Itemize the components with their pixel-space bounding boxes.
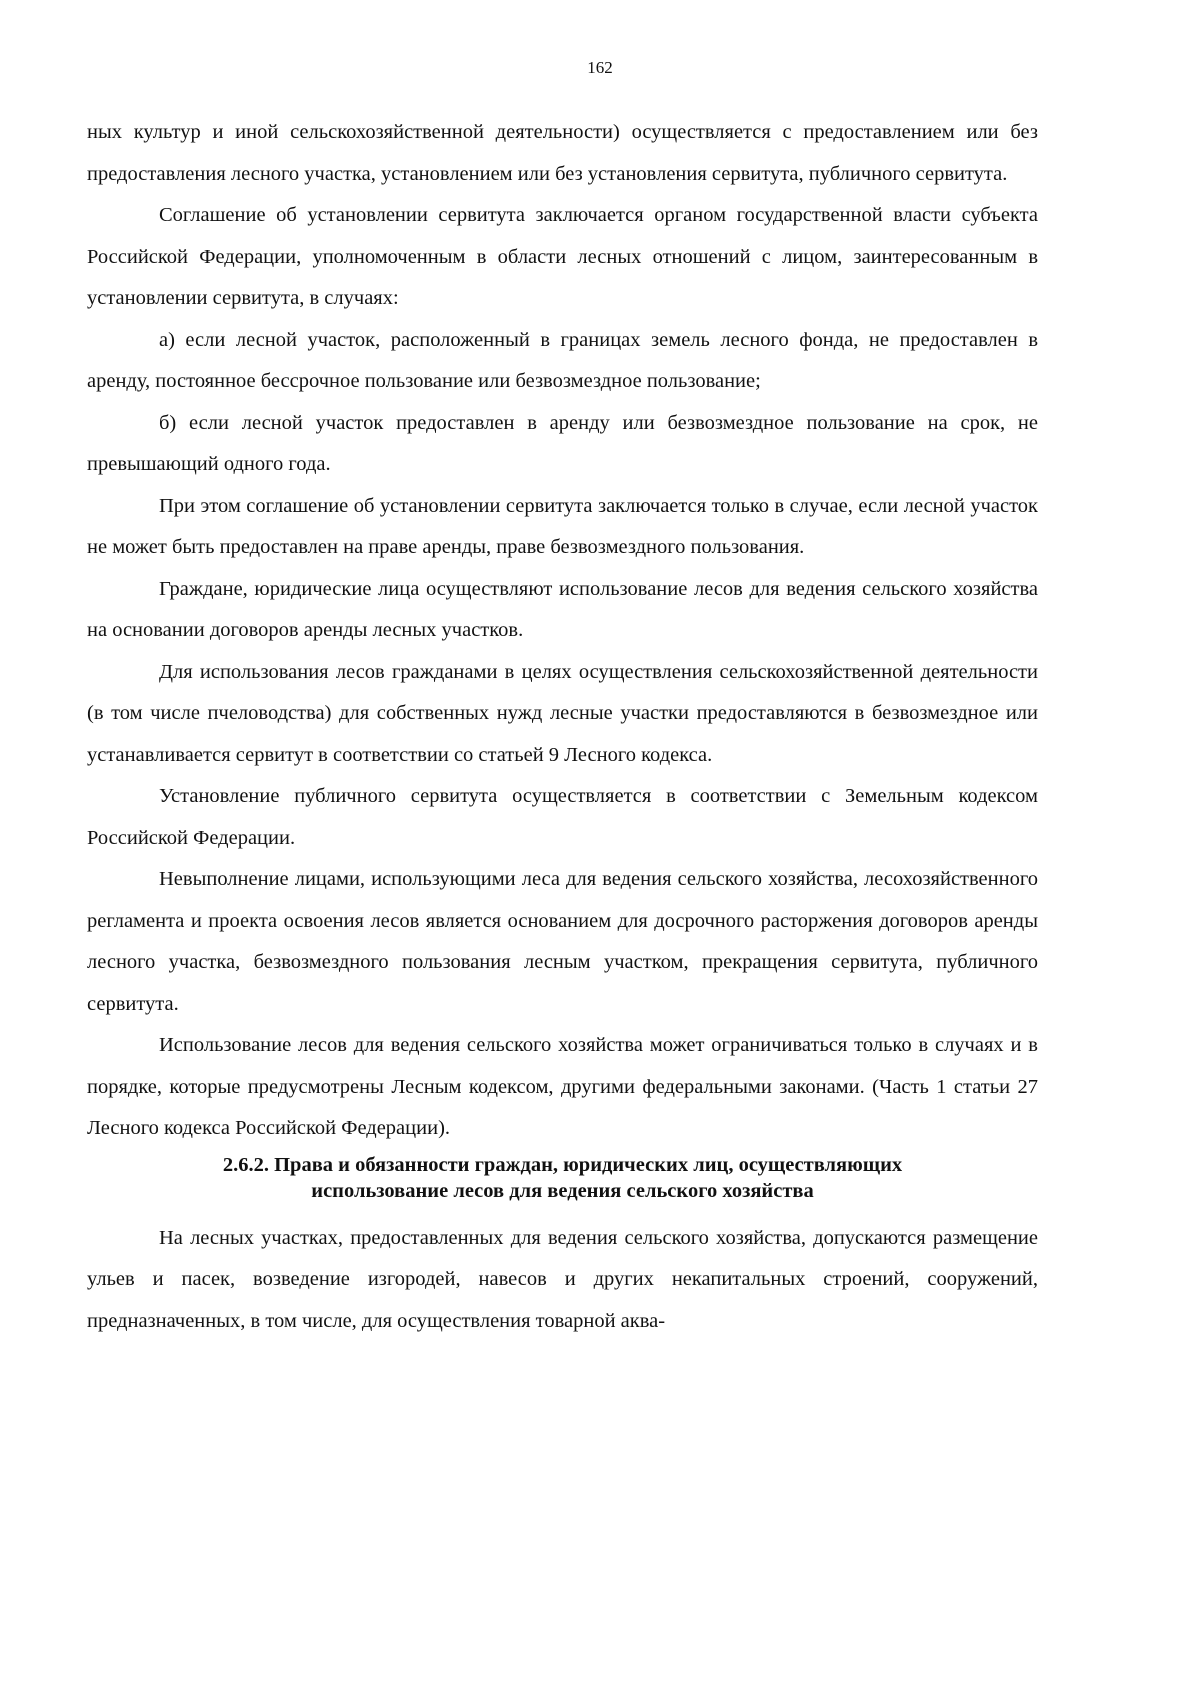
- section-heading: [87, 1152, 1038, 1204]
- section-heading-line-1: 2.6.2. Права и обязанности граждан, юридических лиц, осуществляющих: [222, 1153, 903, 1176]
- paragraph: Граждане, юридические лица осуществляют использование лесов для ведения сельского хозяйства на основании договоров аренды лесных участков.: [87, 577, 1038, 641]
- paragraph: На лесных участках, предоставленных для ведения сельского хозяйства, допускаются размещение ульев и пасек, возведение изгородей, навесов и других некапитальных строений, сооружений, предназначенных, в том числе, для осуществления товарной аква-: [87, 1226, 1038, 1332]
- paragraph: При этом соглашение об установлении сервитута заключается только в случае, если лесной участок не может быть предоставлен на праве аренды, праве безвозмездного пользования.: [87, 494, 1038, 558]
- paragraph: Использование лесов для ведения сельского хозяйства может ограничиваться только в случаях и в порядке, которые предусмотрены Лесным кодексом, другими федеральными законами. (Часть 1 статьи 27 Лесного кодекса Российской Федерации).: [87, 1034, 1038, 1139]
- document-body: [87, 112, 1038, 1342]
- list-item-b: б) если лесной участок предоставлен в аренду или безвозмездное пользование на срок, не превышающий одного года.: [87, 411, 1038, 475]
- paragraph: Установление публичного сервитута осуществляется в соответствии с Земельным кодексом Российской Федерации.: [87, 785, 1038, 849]
- paragraph: ных культур и иной сельскохозяйственной деятельности) осуществляется с предоставлением или без предоставления лесного участка, установлением или без установления сервитута, публичного сервитута.: [87, 121, 1038, 185]
- paragraph: Соглашение об установлении сервитута заключается органом государственной власти субъекта Российской Федерации, уполномоченным в области лесных отношений с лицом, заинтересованным в установлении сервитута, в случаях:: [87, 204, 1038, 309]
- paragraph: Невыполнение лицами, использующими леса для ведения сельского хозяйства, лесохозяйственного регламента и проекта освоения лесов является основанием для досрочного расторжения договоров аренды лесного участка, безвозмездного пользования лесным участком, прекращения сервитута, публичного сервитута.: [87, 868, 1038, 1015]
- section-heading-line-2: использование лесов для ведения сельского хозяйства: [311, 1179, 814, 1202]
- page-number: 162: [587, 58, 613, 77]
- list-item-a: а) если лесной участок, расположенный в границах земель лесного фонда, не предоставлен в аренду, постоянное бессрочное пользование или безвозмездное пользование;: [87, 328, 1038, 392]
- paragraph: Для использования лесов гражданами в целях осуществления сельскохозяйственной деятельности (в том числе пчеловодства) для собственных нужд лесные участки предоставляются в безвозмездное или устанавливается сервитут в соответствии со статьей 9 Лесного кодекса.: [87, 660, 1038, 766]
